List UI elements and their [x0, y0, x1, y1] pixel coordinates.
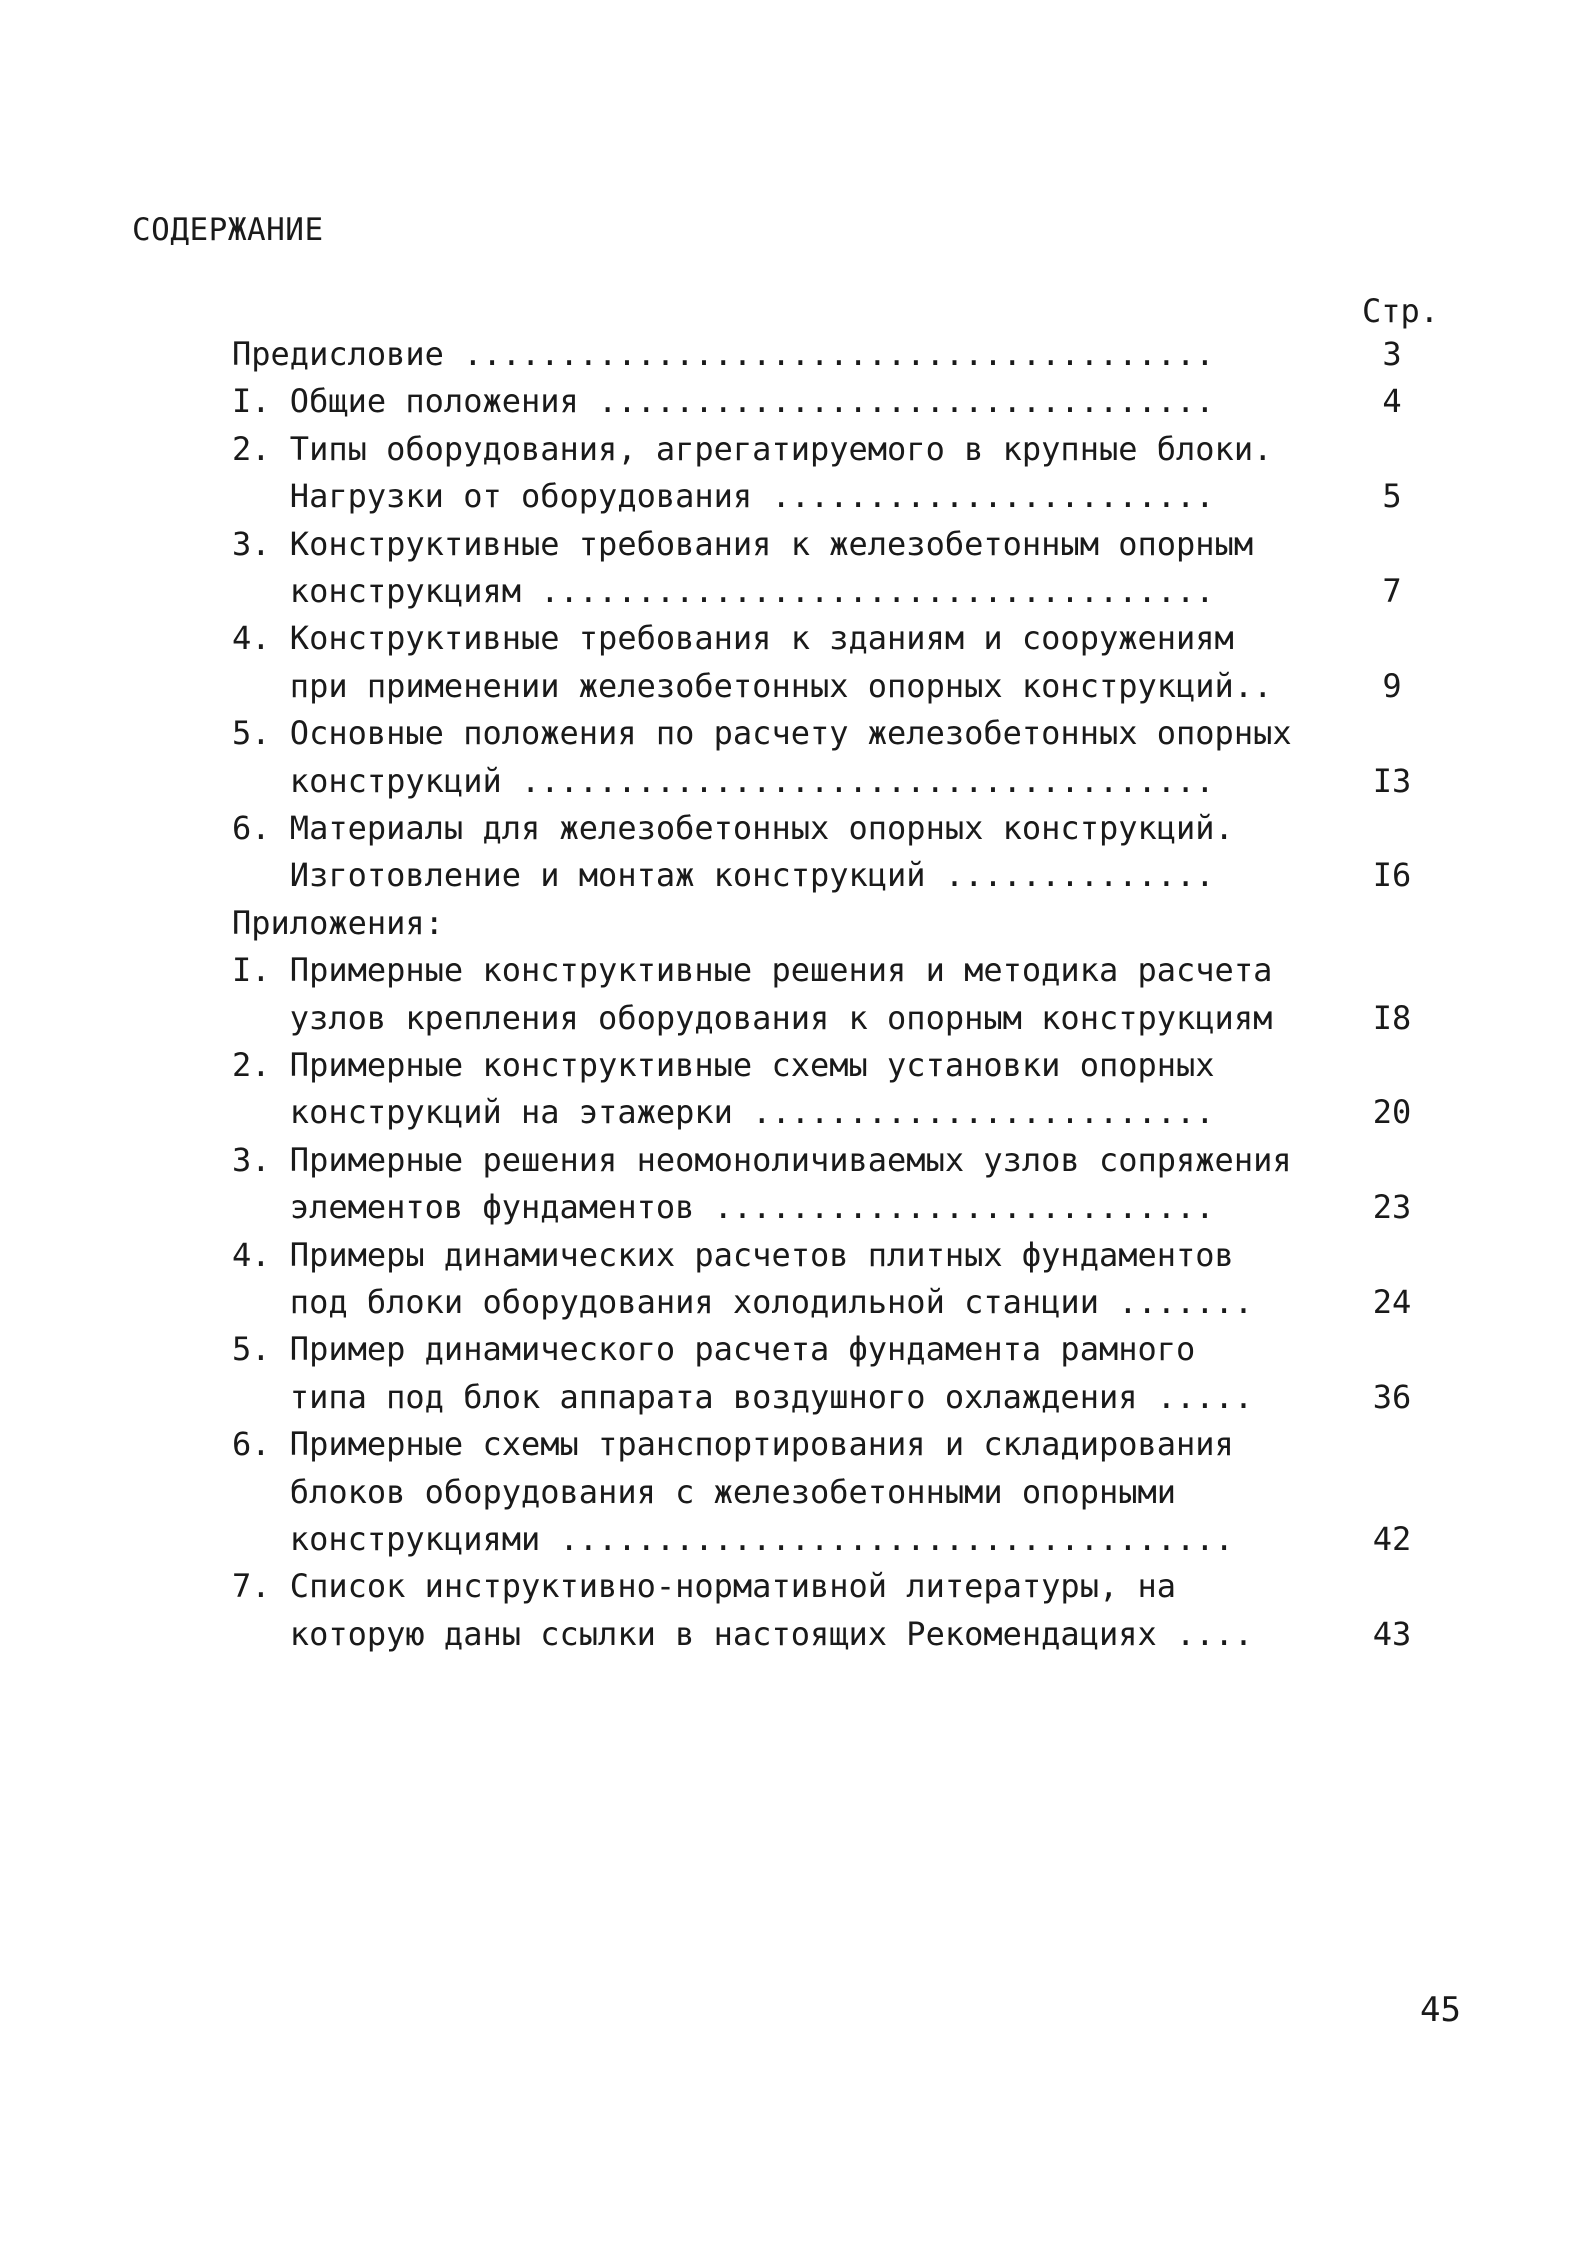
- toc-entry-line: типа под блок аппарата воздушного охлаждения .....: [232, 1377, 1254, 1416]
- toc-entry-line: конструкций на этажерки ........................: [232, 1093, 1215, 1132]
- toc-entry-line: конструкциям ...................................: [232, 572, 1215, 610]
- toc-page-number: 43: [1372, 1614, 1412, 1653]
- toc-page-number: 4: [1382, 382, 1402, 421]
- toc-entry-line: 2. Типы оборудования, агрегатируемого в крупные блоки.: [232, 429, 1273, 468]
- toc-entry-line: элементов фундаментов ..........................: [232, 1188, 1215, 1227]
- toc-entry-line: Изготовление и монтаж конструкций ..............: [232, 856, 1215, 895]
- toc-entry-line: 5. Пример динамического расчета фундамента рамного: [232, 1330, 1196, 1369]
- toc-entry-line: I. Примерные конструктивные решения и методика расчета: [232, 951, 1273, 990]
- page-column-label: Стр.: [1362, 292, 1440, 330]
- toc-entry-line: под блоки оборудования холодильной станции .......: [232, 1283, 1254, 1321]
- toc-page-number: 7: [1382, 572, 1402, 610]
- page-title: СОДЕРЖАНИЕ: [132, 212, 324, 248]
- toc-entry-line: 6. Примерные схемы транспортирования и складирования: [232, 1425, 1234, 1464]
- toc-entry-line: I. Общие положения ................................: [232, 382, 1215, 421]
- toc-page-number: 5: [1382, 477, 1402, 516]
- toc-entry-line: 3. Примерные решения неомоноличиваемых узлов сопряжения: [232, 1140, 1292, 1179]
- toc-entry-line: Приложения:: [232, 903, 444, 942]
- toc-page-number: I8: [1372, 998, 1412, 1037]
- toc-entry-line: 2. Примерные конструктивные схемы установки опорных: [232, 1046, 1215, 1084]
- toc-page-number: I6: [1372, 856, 1412, 895]
- toc-page-number: 20: [1372, 1093, 1412, 1132]
- toc-entry-line: 5. Основные положения по расчету железобетонных опорных: [232, 714, 1292, 753]
- toc-entry-line: которую даны ссылки в настоящих Рекомендациях ....: [232, 1614, 1254, 1653]
- toc-entry-line: при применении железобетонных опорных конструкций..: [232, 666, 1273, 705]
- toc-entry-line: 7. Список инструктивно-нормативной литературы, на: [232, 1567, 1177, 1606]
- page-number: 45: [1420, 1990, 1461, 2030]
- toc-page-number: 24: [1372, 1283, 1412, 1321]
- toc-page-number: 36: [1372, 1377, 1412, 1416]
- toc-entry-line: 6. Материалы для железобетонных опорных конструкций.: [232, 809, 1234, 847]
- toc-entry-line: конструкциями ...................................: [232, 1520, 1234, 1558]
- toc-page-number: I3: [1372, 761, 1412, 800]
- toc-entry-line: 4. Примеры динамических расчетов плитных фундаментов: [232, 1235, 1234, 1274]
- toc-entry-line: узлов крепления оборудования к опорным конструкциям: [232, 998, 1273, 1037]
- toc-page-number: 42: [1372, 1520, 1412, 1558]
- toc-page-number: 3: [1382, 335, 1402, 373]
- toc-entry-line: конструкций ....................................: [232, 761, 1215, 800]
- toc-entry-line: блоков оборудования с железобетонными опорными: [232, 1472, 1177, 1511]
- toc-entry-line: Нагрузки от оборудования .......................: [232, 477, 1215, 516]
- toc-page-number: 23: [1372, 1188, 1412, 1227]
- toc-entry-line: 3. Конструктивные требования к железобетонным опорным: [232, 524, 1254, 563]
- toc-entry-line: Предисловие .......................................: [232, 335, 1215, 373]
- toc-entry-line: 4. Конструктивные требования к зданиям и сооружениям: [232, 619, 1234, 658]
- toc-page-number: 9: [1382, 666, 1402, 705]
